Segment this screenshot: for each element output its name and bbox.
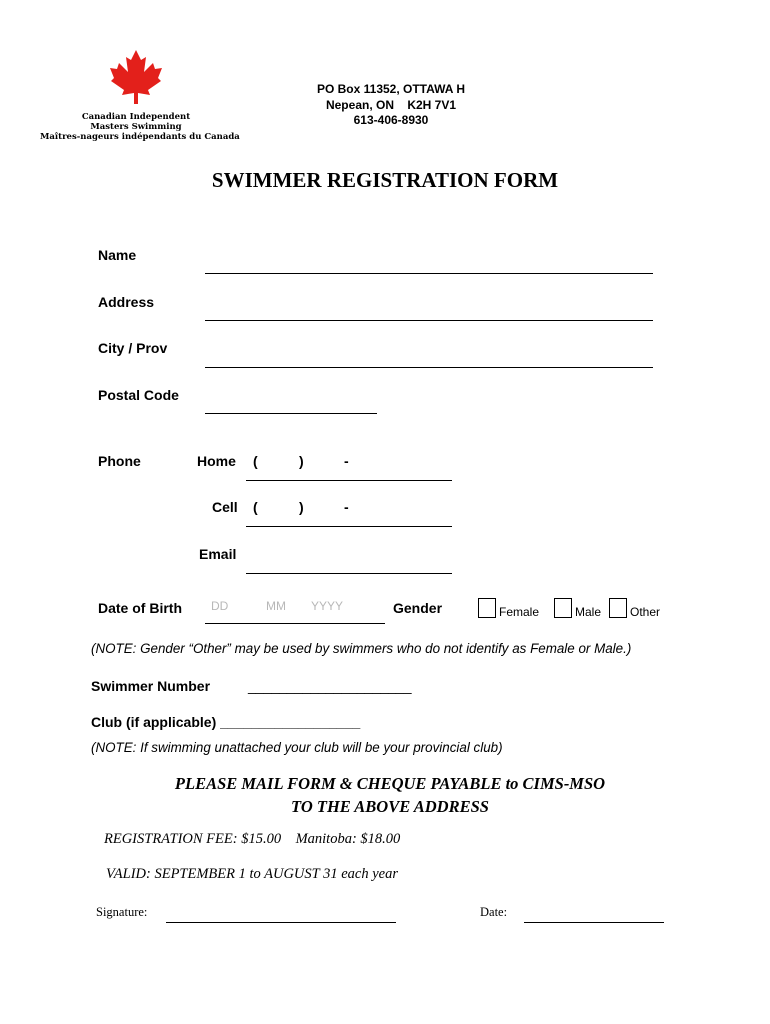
city-prov-field[interactable] <box>205 367 653 368</box>
female-checkbox[interactable] <box>478 598 496 618</box>
home-dash: - <box>344 453 349 469</box>
cell-paren-close: ) <box>299 499 304 515</box>
home-paren-open: ( <box>253 453 258 469</box>
cell-paren-open: ( <box>253 499 258 515</box>
cell-dash: - <box>344 499 349 515</box>
home-phone-field[interactable] <box>246 480 452 481</box>
female-label: Female <box>499 605 540 619</box>
home-paren-close: ) <box>299 453 304 469</box>
signature-label: Signature: <box>96 905 148 919</box>
mail-line-1: PLEASE MAIL FORM & CHEQUE PAYABLE to CIMS-MSO <box>174 774 606 793</box>
date-field[interactable] <box>524 922 664 923</box>
male-checkbox[interactable] <box>554 598 572 618</box>
swimmer-number-field[interactable]: _____________________ <box>248 678 412 694</box>
page-title: SWIMMER REGISTRATION FORM <box>211 168 559 192</box>
gender-note: (NOTE: Gender “Other” may be used by swimmers who do not identify as Female or Male.) <box>91 641 632 656</box>
address-line-1: PO Box 11352, OTTAWA H <box>316 82 466 96</box>
registration-fee: REGISTRATION FEE: $15.00 Manitoba: $18.00 <box>104 831 401 847</box>
home-phone-label: Home <box>197 453 236 469</box>
address-block <box>296 82 486 129</box>
male-label: Male <box>575 605 602 619</box>
postal-code-label: Postal Code <box>98 387 179 403</box>
signature-field[interactable] <box>166 922 396 923</box>
email-field[interactable] <box>246 573 452 574</box>
mail-line-2: TO THE ABOVE ADDRESS <box>291 797 489 816</box>
logo-line-2: Masters Swimming <box>90 122 182 132</box>
address-line-2: Nepean, ON K2H 7V1 <box>325 97 457 112</box>
other-checkbox[interactable] <box>609 598 627 618</box>
address-line-3: 613-406-8930 <box>353 113 429 127</box>
dob-month-placeholder: MM <box>266 599 286 613</box>
email-label: Email <box>199 546 237 562</box>
dob-day-placeholder: DD <box>211 599 229 613</box>
city-prov-label: City / Prov <box>98 340 168 356</box>
postal-code-field[interactable] <box>205 413 377 414</box>
mail-instructions <box>0 772 770 818</box>
other-label: Other <box>630 605 661 619</box>
dob-field[interactable] <box>205 623 385 624</box>
cell-phone-field[interactable] <box>246 526 452 527</box>
address-label: Address <box>98 294 155 310</box>
dob-year-placeholder: YYYY <box>311 599 344 613</box>
logo-line-1: Canadian Independent <box>81 112 191 122</box>
cell-phone-label: Cell <box>212 499 238 515</box>
validity-period: VALID: SEPTEMBER 1 to AUGUST 31 each year <box>106 866 398 882</box>
club-note: (NOTE: If swimming unattached your club will be your provincial club) <box>91 740 503 755</box>
address-field[interactable] <box>205 320 653 321</box>
phone-label: Phone <box>98 453 141 469</box>
date-label: Date: <box>480 905 508 919</box>
maple-leaf-icon <box>110 50 162 104</box>
club-field[interactable]: Club (if applicable) __________________ <box>91 714 361 730</box>
name-label: Name <box>98 247 137 263</box>
logo-line-3: Maîtres-nageurs indépendants du Canada <box>40 132 240 142</box>
swimmer-number-label: Swimmer Number <box>91 678 211 694</box>
dob-label: Date of Birth <box>98 600 182 616</box>
gender-label: Gender <box>393 600 443 616</box>
name-field[interactable] <box>205 273 653 274</box>
